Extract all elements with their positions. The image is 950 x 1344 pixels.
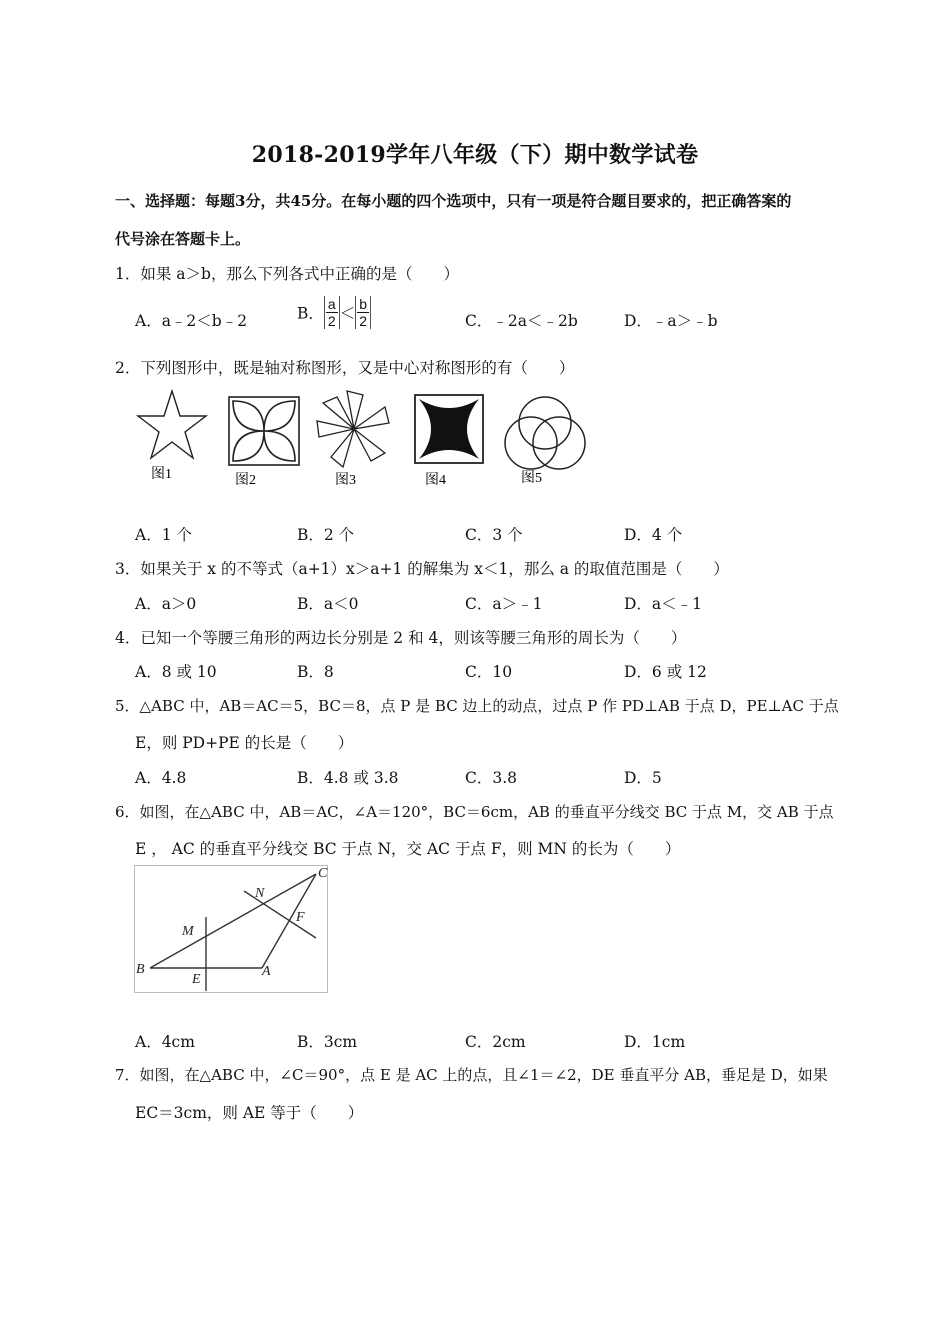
q2-option-a[interactable]: A．1 个 [135, 526, 192, 544]
label-b: B [136, 962, 145, 977]
label-n: N [255, 886, 265, 901]
q4-option-a[interactable]: A．8 或 10 [135, 663, 217, 681]
q5-option-b[interactable]: B．4.8 或 3.8 [297, 769, 399, 787]
label-e: E [192, 972, 201, 987]
q6-triangle-figure [134, 865, 329, 995]
q2-figures [133, 383, 593, 493]
question-5-text-line1: 5．△ABC 中，AB＝AC＝5，BC＝8，点 P 是 BC 边上的动点，过点 P 作 PD⊥AB 于点 D，PE⊥AC 于点 [115, 697, 839, 715]
q5-option-d[interactable]: D．5 [624, 769, 662, 787]
q3-option-b[interactable]: B．a＜0 [297, 595, 359, 613]
section-heading-line2: 代号涂在答题卡上。 [115, 230, 251, 248]
q1-option-d[interactable]: D．﹣a＞﹣b [624, 312, 718, 330]
question-5-text-line2: E，则 PD+PE 的长是（ ） [135, 734, 354, 752]
question-3-text: 3．如果关于 x 的不等式（a+1）x＞a+1 的解集为 x＜1，那么 a 的取值范围是（ ） [115, 560, 729, 578]
q6-option-b[interactable]: B．3cm [297, 1033, 358, 1051]
q1-option-b[interactable] [297, 296, 371, 329]
figure-5-three-circles [505, 397, 585, 469]
q6-option-a[interactable]: A．4cm [135, 1033, 195, 1051]
figure-2-label: 图2 [235, 473, 256, 488]
question-7-text-line1: 7．如图，在△ABC 中，∠C＝90°，点 E 是 AC 上的点，且∠1＝∠2，DE 垂直平分 AB，垂足是 D，如果 [115, 1066, 828, 1084]
figure-5-label: 图5 [521, 471, 542, 486]
q6-option-d[interactable]: D．1cm [624, 1033, 686, 1051]
page-title: 2018-2019学年八年级（下）期中数学试卷 [251, 142, 699, 168]
q1-option-a[interactable]: A．a﹣2＜b﹣2 [135, 312, 248, 330]
question-6-text-line1: 6．如图，在△ABC 中，AB＝AC，∠A＝120°，BC＝6cm，AB 的垂直平分线交 BC 于点 M，交 AB 于点 [115, 803, 834, 821]
q2-option-b[interactable]: B．2 个 [297, 526, 355, 544]
label-a: A [262, 964, 271, 979]
q3-option-a[interactable]: A．a＞0 [135, 595, 197, 613]
q3-option-d[interactable]: D．a＜﹣1 [624, 595, 703, 613]
q4-option-d[interactable]: D．6 或 12 [624, 663, 707, 681]
q1-option-b-prefix: B． [297, 304, 324, 323]
q5-option-a[interactable]: A．4.8 [135, 769, 187, 787]
q2-option-c[interactable]: C．3 个 [465, 526, 523, 544]
figure-2-square-petals [229, 397, 299, 465]
q1-fraction-b-over-2 [355, 296, 371, 329]
q1-option-c[interactable]: C．﹣2a＜﹣2b [465, 312, 578, 330]
figure-1-label: 图1 [151, 467, 172, 482]
figure-4-square-star [415, 395, 483, 463]
q4-option-c[interactable]: C．10 [465, 663, 513, 681]
q1-less-than: ＜ [339, 304, 356, 323]
question-6-text-line2: E ， AC 的垂直平分线交 BC 于点 N，交 AC 于点 F，则 MN 的长为（ ） [135, 840, 681, 858]
label-c: C [318, 866, 328, 881]
q3-option-c[interactable]: C．a＞﹣1 [465, 595, 543, 613]
label-m: M [182, 924, 194, 939]
figure-3-pinwheel [317, 391, 389, 467]
q6-option-c[interactable]: C．2cm [465, 1033, 526, 1051]
question-4-text: 4．已知一个等腰三角形的两边长分别是 2 和 4，则该等腰三角形的周长为（ ） [115, 629, 687, 647]
figure-4-label: 图4 [425, 473, 446, 488]
q1-fraction-a-over-2 [324, 296, 340, 329]
label-f: F [296, 910, 305, 925]
q4-option-b[interactable]: B．8 [297, 663, 334, 681]
figure-3-label: 图3 [335, 473, 356, 488]
q1-frac2-num: b [359, 296, 367, 312]
figure-1-star [138, 391, 206, 458]
question-1-text: 1．如果 a＞b，那么下列各式中正确的是（ ） [115, 265, 459, 283]
q1-frac2-den: 2 [359, 313, 367, 329]
q1-frac1-num: a [327, 296, 336, 312]
q2-option-d[interactable]: D．4 个 [624, 526, 683, 544]
section-heading-line1: 一、选择题：每题3分，共45分。在每小题的四个选项中，只有一项是符合题目要求的，把正确答案的 [115, 192, 792, 210]
question-2-text: 2．下列图形中，既是轴对称图形，又是中心对称图形的有（ ） [115, 359, 575, 377]
q1-frac1-den: 2 [327, 313, 336, 329]
question-7-text-line2: EC＝3cm，则 AE 等于（ ） [135, 1104, 364, 1122]
q5-option-c[interactable]: C．3.8 [465, 769, 518, 787]
